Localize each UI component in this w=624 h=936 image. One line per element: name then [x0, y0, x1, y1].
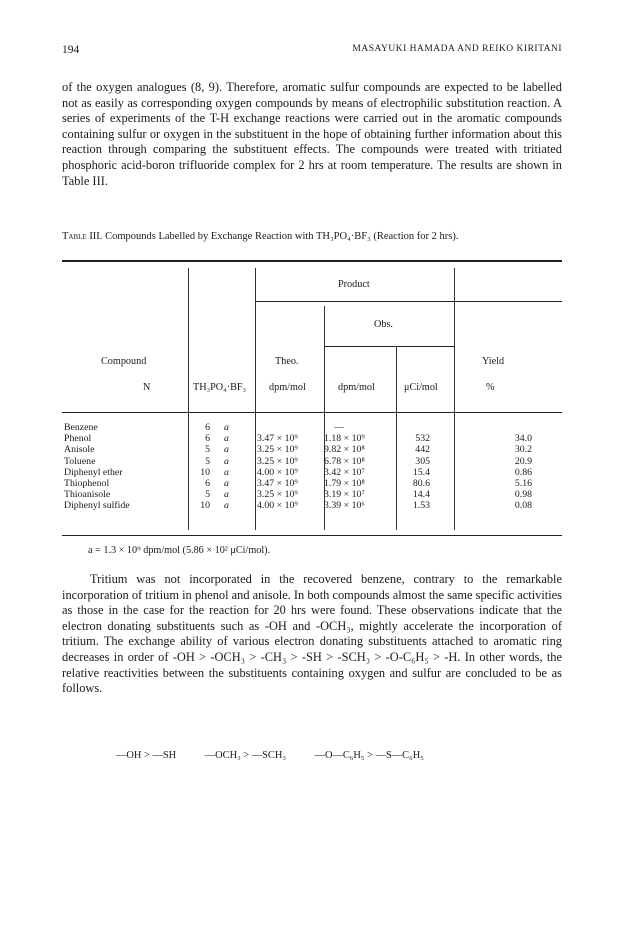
- cell-yield: 0.08: [514, 500, 532, 512]
- cell-theo: 3.47 × 10⁹: [257, 433, 298, 445]
- cell-reagent: a: [224, 478, 229, 489]
- cell-compound: Diphenyl sulfide: [64, 500, 130, 512]
- cell-n: 6: [205, 422, 210, 433]
- cell-obs-uci: 15.4: [412, 466, 430, 478]
- header-obs: Obs.: [374, 319, 393, 330]
- reactivity-equation: [116, 750, 450, 761]
- cell-compound: Thiophenol: [64, 478, 110, 489]
- header-reagent: TH₃PO₄·BF₃: [193, 382, 247, 393]
- cell-yield: 0.98: [514, 489, 532, 501]
- cell-reagent: a: [224, 433, 229, 445]
- cell-n: 6: [205, 433, 210, 445]
- cell-yield: 20.9: [514, 455, 532, 467]
- table-row: [62, 433, 562, 444]
- header-obs-uci-unit: μCi/mol: [404, 382, 438, 393]
- cell-n: 5: [205, 489, 210, 501]
- cell-theo: 3.25 × 10⁹: [257, 444, 298, 456]
- equation-och3-sch3: —OCH₃ > —SCH₃: [204, 750, 286, 761]
- table-caption-text: Compounds Labelled by Exchange Reaction with TH₃PO₄·BF₃ (Reaction for 2 hrs).: [105, 231, 459, 242]
- cell-obs-dpm: 3.19 × 10⁷: [324, 489, 365, 501]
- cell-theo: 4.00 × 10⁹: [257, 500, 298, 512]
- cell-theo: 3.25 × 10⁹: [257, 455, 298, 467]
- cell-obs-dpm: 1.18 × 10⁹: [324, 433, 365, 445]
- page-number: 194: [62, 44, 80, 56]
- header-theo-unit: dpm/mol: [269, 382, 306, 393]
- cell-compound: Toluene: [64, 455, 96, 467]
- table-label: Table III.: [62, 231, 103, 242]
- header-n: N: [143, 382, 151, 393]
- cell-obs-dpm: 3.42 × 10⁷: [324, 466, 365, 478]
- cell-reagent: a: [224, 444, 229, 456]
- cell-n: 5: [205, 444, 210, 456]
- equation-oc6h5-sc6h5: —O—C₆H₅ > —S—C₆H₅: [314, 750, 424, 761]
- cell-yield: 34.0: [514, 433, 532, 445]
- table-header-rule: [62, 412, 562, 413]
- running-head: MASAYUKI HAMADA AND REIKO KIRITANI: [352, 44, 562, 54]
- cell-obs-dpm: 3.39 × 10⁶: [324, 500, 365, 512]
- cell-yield: 5.16: [514, 478, 532, 489]
- cell-n: 10: [200, 466, 210, 478]
- table-top-rule: [62, 260, 562, 262]
- cell-theo: 3.47 × 10⁹: [257, 478, 298, 489]
- cell-obs-uci: 1.53: [412, 500, 430, 512]
- table-row: [62, 422, 562, 433]
- table-footnote: a = 1.3 × 10⁹ dpm/mol (5.86 × 10² μCi/mol).: [88, 545, 271, 556]
- cell-n: 10: [200, 500, 210, 512]
- cell-reagent: a: [224, 489, 229, 501]
- table-row: [62, 478, 562, 489]
- cell-n: 5: [205, 455, 210, 467]
- header-theo: Theo.: [275, 356, 299, 367]
- paragraph-intro: of the oxygen analogues (8, 9). Therefore, aromatic sulfur compounds are expected to be labelled not as easily as corresponding oxygen compounds by means of electrophilic substitution reaction. A series of experiments of the T-H exchange reactions were carried out in the aromatic compounds containing sulfur or oxygen in the substituent in the hope of obtaining further information about this reaction through comparing the substituent effects. The compounds were treated with tritiated phosphoric acid-boron trifluoride complex for 2 hrs at room temperature. The results are shown in Table III.: [62, 80, 562, 188]
- cell-compound: Thioanisole: [64, 489, 111, 501]
- table-row: [62, 500, 562, 511]
- cell-reagent: a: [224, 455, 229, 467]
- product-rule: [255, 301, 562, 302]
- obs-rule: [324, 346, 454, 347]
- table-row: [62, 444, 562, 455]
- cell-obs-uci: 442: [415, 444, 430, 456]
- cell-compound: Phenol: [64, 433, 92, 445]
- cell-compound: Benzene: [64, 422, 98, 433]
- cell-obs-uci: 14.4: [412, 489, 430, 501]
- equation-oh-sh: —OH > —SH: [116, 750, 177, 761]
- cell-obs-dpm: 9.82 × 10⁸: [324, 444, 365, 456]
- cell-obs-uci: 305: [415, 455, 430, 467]
- header-yield: Yield: [482, 356, 505, 367]
- header-product: Product: [338, 279, 370, 290]
- table-row: [62, 489, 562, 500]
- cell-compound: Diphenyl ether: [64, 466, 123, 478]
- cell-obs-dpm: —: [334, 422, 344, 433]
- table-row: [62, 456, 562, 467]
- cell-obs-dpm: 6.78 × 10⁸: [324, 455, 365, 467]
- cell-compound: Anisole: [64, 444, 95, 456]
- header-yield-unit: %: [486, 382, 495, 393]
- page-header: [62, 44, 562, 58]
- cell-obs-dpm: 1.79 × 10⁸: [324, 478, 365, 489]
- header-obs-dpm-unit: dpm/mol: [338, 382, 375, 393]
- cell-obs-uci: 80.6: [412, 478, 430, 489]
- cell-yield: 30.2: [514, 444, 532, 456]
- table-bottom-rule: [62, 535, 562, 536]
- cell-theo: 3.25 × 10⁹: [257, 489, 298, 501]
- table-row: [62, 467, 562, 478]
- cell-reagent: a: [224, 422, 229, 433]
- cell-reagent: a: [224, 500, 229, 512]
- cell-reagent: a: [224, 466, 229, 478]
- cell-theo: 4.00 × 10⁹: [257, 466, 298, 478]
- paragraph-results: Tritium was not incorporated in the recovered benzene, contrary to the remarkable incorporation of tritium in phenol and anisole. In both compounds almost the same specific activities as those in the case for the reaction for 20 hrs were found. These observations indicate that the electron donating substituents such as -OH and -OCH₃, mightly accelerate the incorporation of tritium. The exchange ability of various electron donating substituents attached to aromatic ring decreases in order of -OH > -OCH₃ > -CH₃ > -SH > -SCH₃ > -O-C₆H₅ > -H. In other words, the relative reactivities between the substituents containing oxygen and sulfur are concluded to be as follows.: [62, 572, 562, 696]
- table-caption: [62, 230, 562, 244]
- header-compound: Compound: [101, 356, 147, 367]
- cell-yield: 0.86: [514, 466, 532, 478]
- cell-n: 6: [205, 478, 210, 489]
- cell-obs-uci: 532: [415, 433, 430, 445]
